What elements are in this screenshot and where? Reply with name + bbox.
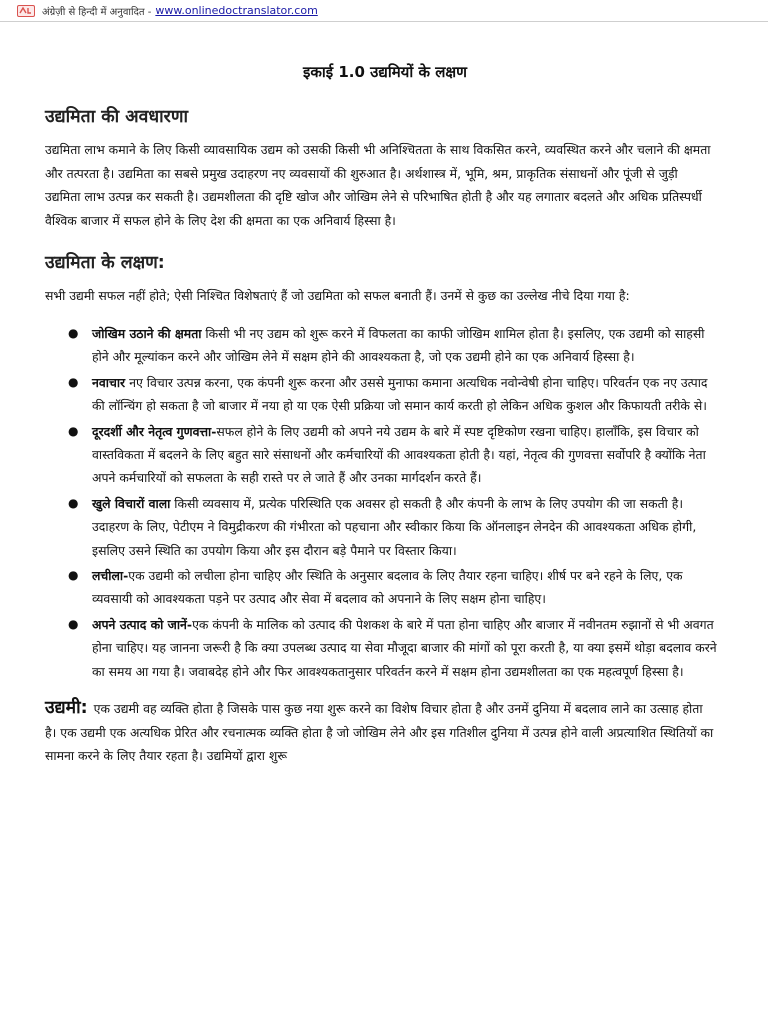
concept-paragraph: उद्यमिता लाभ कमाने के लिए किसी व्यावसायिक उद्यम को उसकी किसी भी अनिश्चितता के साथ विकसित करने, व्यवस्थित करने और चलाने की क्षमता और तत्परता है। उद्यमिता का सबसे प्रमुख उदाहरण नए व्यवसायों की शुरुआत है। अर्थशास्त्र में, भूमि, श्रम, प्राकृतिक संसाधनों और पूंजी से जुड़ी उद्यमिता लाभ उत्पन्न कर सकती है। उद्यमशीलता की दृष्टि खोज और जोखिम लेने से परिभाषित होती है और यह लगातार बदलते और अधिक प्रतिस्पर्धी वैश्विक बाजार में सफल होने के लिए देश की क्षमता का एक अनिवार्य हिस्सा है। xyxy=(45,142,711,228)
bullet-icon: ● xyxy=(68,325,79,340)
traits-list xyxy=(45,322,717,683)
bullet-icon: ● xyxy=(68,495,79,510)
trait-text: नए विचार उत्पन्न करना, एक कंपनी शुरू करना और उससे मुनाफा कमाना अत्यधिक नवोन्वेषी होना चाहिए। परिवर्तन एक नए उत्पाद की लॉन्चिंग हो सकता है जो बाजार में नया हो या एक ऐसी प्रक्रिया जो समान कार्य करती हो लेकिन अधिक कुशल और किफायती तरीके से। xyxy=(92,374,708,414)
trait-term: अपने उत्पाद को जानें- xyxy=(92,616,193,632)
trait-term: लचीला- xyxy=(92,568,129,584)
trait-text: सफल होने के लिए उद्यमी को अपने नये उद्यम के बारे में स्पष्ट दृष्टिकोण रखना चाहिए। हालाँकि, इस विचार को वास्तविकता में बदलने के लिए बहुत सारे संसाधनों और कर्मचारियों की आवश्यकता होती है। यहां, नेतृत्व की गुणवत्ता सर्वोपरि है क्योंकि नेता अपने कर्मचारियों को सफलता के सही रास्ते पर ले जाते हैं और उनका मार्गदर्शन करते हैं। xyxy=(92,423,706,486)
entrepreneur-paragraph xyxy=(45,697,717,768)
trait-item xyxy=(45,420,717,490)
bullet-icon: ● xyxy=(68,568,79,583)
trait-text: एक कंपनी के मालिक को उत्पाद की पेशकश के बारे में पता होना चाहिए और बाजार में नवीनतम रुझानों से भी अवगत होना चाहिए। यह जानना जरूरी है कि क्या उपलब्ध उत्पाद या सेवा मौजूदा बाजार की मांगों को पूरा करती है, या क्या इसमें थोड़ा बदलाव करने का समय आ गया है। जवाबदेह होने और फिर आवश्यकतानुसार परिवर्तन करने में सक्षम होना उद्यमशीलता का एक महत्वपूर्ण हिस्सा है। xyxy=(92,616,717,679)
trait-term: जोखिम उठाने की क्षमता xyxy=(92,325,202,341)
translation-note: अंग्रेज़ी से हिन्दी में अनुवादित - xyxy=(42,6,152,18)
trait-text: एक उद्यमी को लचीला होना चाहिए और स्थिति के अनुसार बदलाव के लिए तैयार रहना चाहिए। शीर्ष पर बने रहने के लिए, एक व्यवसायी को आवश्यकता पड़ने पर उत्पाद और सेवा में बदलाव को अपनाने के लिए सक्षम होना चाहिए। xyxy=(92,568,683,607)
entrepreneur-heading: उद्यमी: xyxy=(45,698,88,719)
entrepreneur-text: एक उद्यमी वह व्यक्ति होता है जिसके पास कुछ नया शुरू करने का विशेष विचार होता है और उनमें दुनिया में बदलाव लाने का उत्साह होता है। एक उद्यमी एक अत्यधिक प्रेरित और रचनात्मक व्यक्ति होता है जो जोखिम लेने और इस गतिशील दुनिया में उत्पन्न होने वाली अप्रत्याशित स्थितियों का सामना करने के लिए तैयार रहता है। उद्यमियों द्वारा शुरू xyxy=(45,701,714,764)
trait-text: किसी भी नए उद्यम को शुरू करने में विफलता का काफी जोखिम शामिल होता है। इसलिए, एक उद्यमी को साहसी होने और मूल्यांकन करने और जोखिम लेने में सक्षम होने की आवश्यकता है, जो एक उद्यमी होने का एक अनिवार्य हिस्सा है। xyxy=(92,325,705,365)
trait-item xyxy=(45,492,717,562)
trait-text: किसी व्यवसाय में, प्रत्येक परिस्थिति एक अवसर हो सकती है और कंपनी के लाभ के लिए उपयोग की जा सकती है। उदाहरण के लिए, पेटीएम ने विमुद्रीकरण की गंभीरता को पहचाना और स्वीकार किया कि ऑनलाइन लेनदेन की आवश्यकता अधिक होगी, इसलिए उसने स्थिति का उपयोग किया और इस दौरान बड़े पैमाने पर विस्तार किया। xyxy=(92,495,697,558)
translator-link[interactable]: www.onlinedoctranslator.com xyxy=(155,4,318,17)
trait-item xyxy=(45,322,717,369)
concept-heading: उद्यमिता की अवधारणा xyxy=(45,107,189,127)
trait-item xyxy=(45,613,717,683)
document-title: इकाई 1.0 उद्यमियों के लक्षण xyxy=(303,63,467,81)
traits-heading: उद्यमिता के लक्षण: xyxy=(45,253,165,274)
trait-term: दूरदर्शी और नेतृत्व गुणवत्ता- xyxy=(92,423,217,439)
bullet-icon: ● xyxy=(68,616,79,631)
trait-term: नवाचार xyxy=(92,374,126,390)
pdf-icon xyxy=(16,5,36,17)
translator-bar xyxy=(0,0,768,22)
traits-intro: सभी उद्यमी सफल नहीं होते; ऐसी निश्चित विशेषताएं हैं जो उद्यमिता को सफल बनाती हैं। उनमें से कुछ का उल्लेख नीचे दिया गया है: xyxy=(45,288,630,304)
trait-term: खुले विचारों वाला xyxy=(92,495,171,511)
bullet-icon: ● xyxy=(68,374,79,389)
trait-item xyxy=(45,371,717,418)
bullet-icon: ● xyxy=(68,423,79,438)
trait-item xyxy=(45,564,717,611)
document-page xyxy=(45,62,717,768)
